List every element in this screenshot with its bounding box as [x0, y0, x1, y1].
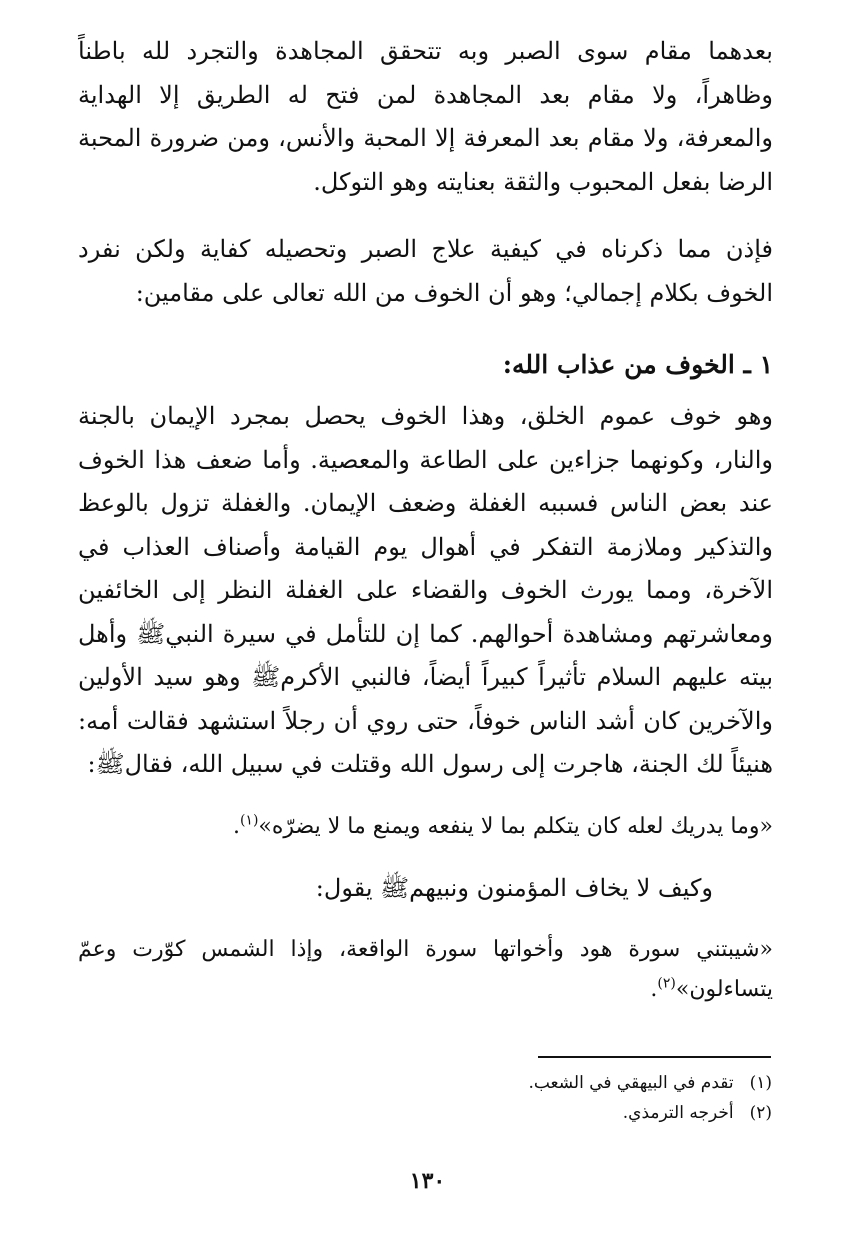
- quote-1-text: «وما يدريك لعله كان يتكلم بما لا ينفعه ويمنع ما لا يضرّه»: [258, 813, 773, 839]
- paragraph-fear-stations: فإذن مما ذكرناه في كيفية علاج الصبر وتحصيله كفاية ولكن نفرد الخوف بكلام إجمالي؛ وهو أن الخوف من الله تعالى على مقامين:: [78, 235, 773, 307]
- section-heading: ١ ـ الخوف من عذاب الله:: [502, 350, 773, 379]
- footnote-1-text: تقدم في البيهقي في الشعب.: [528, 1073, 734, 1093]
- footnote-ref-2: (٢): [657, 975, 676, 992]
- paragraph-fear-of-punishment: وهو خوف عموم الخلق، وهذا الخوف يحصل بمجرد الإيمان بالجنة والنار، وكونهما جزاءين على الطاعة والمعصية. وأما ضعف هذا الخوف عند بعض الناس فسببه الغفلة وضعف الإيمان. والغفلة تزول بالوعظ والتذكير وملازمة التفكر في أهوال يوم القيامة وأصناف العذاب في الآخرة، ومما يورث الخوف والقضاء على الغفلة النظر إلى الخائفين ومعاشرتهم ومشاهدة أحوالهم. كما إن للتأمل في سيرة النبيﷺ وأهل بيته عليهم السلام تأثيراً كبيراً أيضاً، فالنبي الأكرمﷺ وهو سيد الأولين والآخرين كان أشد الناس خوفاً، حتى روي أن رجلاً استشهد فقالت أمه: هنيئاً لك الجنة، هاجرت إلى رسول الله وقتلت في سبيل الله، فقالﷺ:: [78, 402, 773, 778]
- footnote-2-number: (٢): [749, 1103, 772, 1123]
- footnote-divider: [538, 1056, 771, 1058]
- quote-1: [78, 807, 773, 847]
- paragraph-intro: بعدهما مقام سوى الصبر وبه تتحقق المجاهدة والتجرد لله باطناً وظاهراً، ولا مقام بعد المجاهدة لمن فتح له الطريق إلا الهداية والمعرفة، ولا مقام بعد المعرفة إلا المحبة والأنس، ومن ضرورة المحبة الرضا بفعل المحبوب والثقة بعنايته وهو التوكل.: [78, 37, 773, 196]
- footnote-2: [400, 1098, 772, 1128]
- footnotes: [400, 1068, 772, 1128]
- page-number: ١٣٠: [409, 1168, 446, 1194]
- quote-1-end: .: [232, 813, 240, 839]
- quote-2: [78, 930, 773, 1010]
- quote-2-end: .: [650, 977, 658, 1002]
- footnote-1-number: (١): [749, 1073, 772, 1093]
- footnote-ref-1: (١): [239, 812, 259, 829]
- page-body: [78, 30, 773, 1010]
- footnote-1: [400, 1068, 772, 1098]
- paragraph-prophet-said: وكيف لا يخاف المؤمنون ونبيهمﷺ يقول:: [315, 873, 713, 902]
- footnote-2-text: أخرجه الترمذي.: [622, 1103, 734, 1123]
- quote-2-text: «شيبتني سورة هود وأخواتها سورة الواقعة، وإذا الشمس كوّرت وعمّ يتساءلون»: [78, 937, 773, 1002]
